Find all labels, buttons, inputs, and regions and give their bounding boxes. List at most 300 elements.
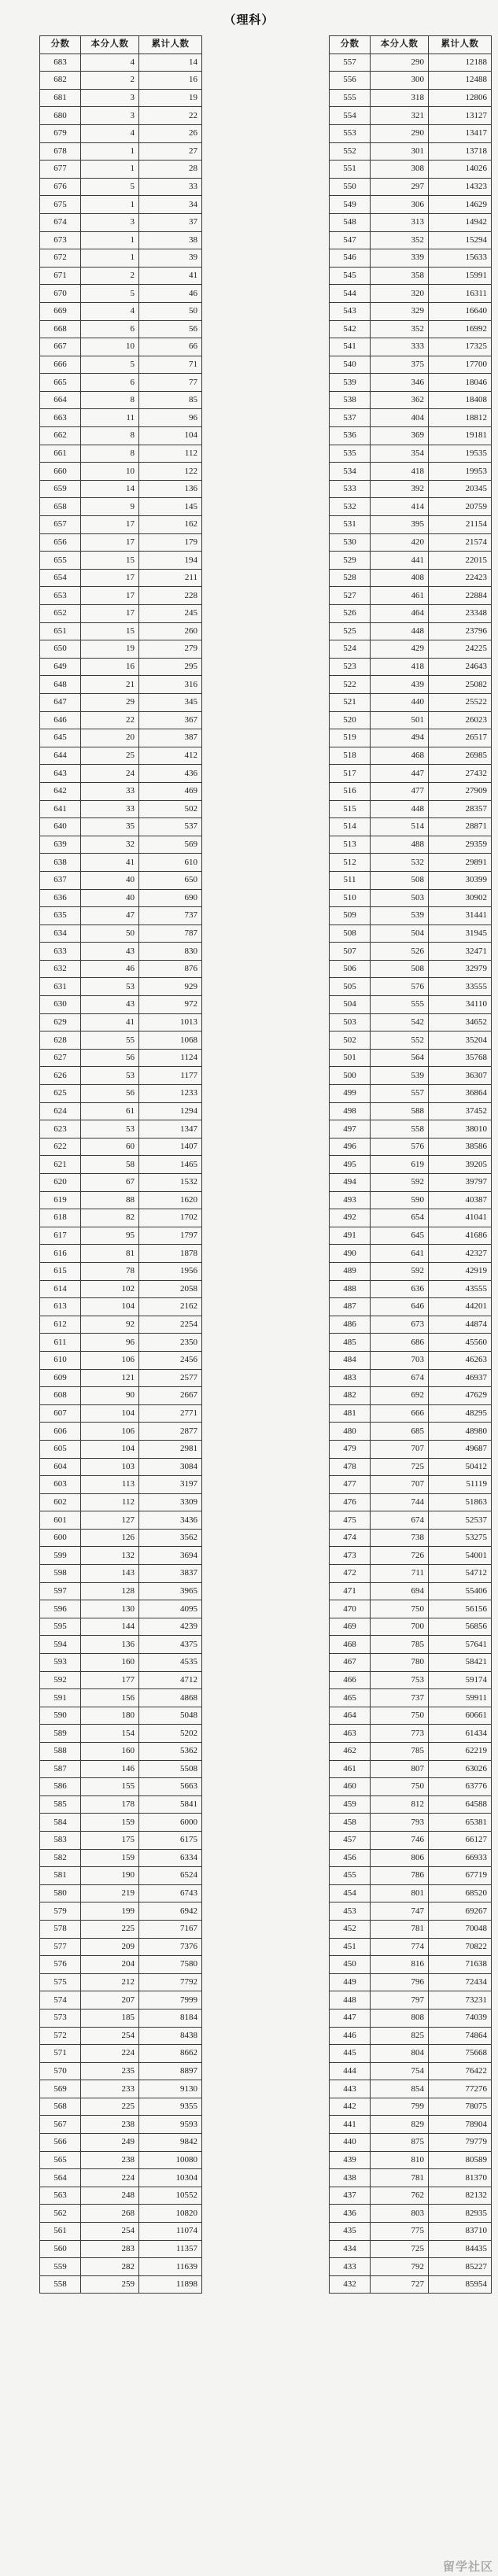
table-row [330,1209,492,1227]
cell-cumulative: 5362 [139,1743,202,1761]
cell-cumulative: 469 [139,782,202,800]
table-row [40,676,202,694]
cell-count: 645 [371,1227,429,1245]
cell-count: 102 [81,1280,139,1298]
table-row [40,124,202,142]
table-row [40,569,202,587]
table-row [330,836,492,854]
cell-score: 476 [330,1493,371,1511]
cell-count: 224 [81,2045,139,2063]
table-row [330,1707,492,1725]
cell-count: 204 [81,1956,139,1974]
table-row [330,302,492,320]
cell-count: 339 [371,249,429,268]
cell-score: 440 [330,2134,371,2152]
cell-score: 655 [40,552,81,570]
cell-score: 625 [40,1085,81,1103]
table-row [40,161,202,179]
cell-cumulative: 47629 [429,1387,492,1405]
cell-count: 88 [81,1191,139,1209]
cell-score: 527 [330,587,371,605]
table-row [330,1814,492,1832]
cell-score: 433 [330,2258,371,2276]
cell-count: 43 [81,943,139,961]
table-row [40,1618,202,1636]
cell-score: 512 [330,854,371,872]
table-row [330,996,492,1014]
cell-count: 773 [371,1725,429,1743]
cell-cumulative: 65381 [429,1814,492,1832]
table-row [330,1138,492,1156]
cell-cumulative: 85 [139,391,202,409]
cell-score: 654 [40,569,81,587]
table-row [40,107,202,125]
cell-score: 471 [330,1582,371,1600]
cell-cumulative: 45560 [429,1334,492,1352]
cell-score: 525 [330,622,371,640]
cell-cumulative: 71 [139,356,202,374]
cell-count: 159 [81,1849,139,1867]
table-row [40,960,202,978]
cell-cumulative: 2456 [139,1351,202,1369]
cell-score: 634 [40,924,81,943]
cell-cumulative: 66933 [429,1849,492,1867]
cell-count: 448 [371,800,429,818]
cell-score: 636 [40,889,81,907]
cell-score: 456 [330,1849,371,1867]
cell-count: 674 [371,1369,429,1387]
table-row [330,1956,492,1974]
cell-cumulative: 787 [139,924,202,943]
table-row [40,1245,202,1263]
cell-cumulative: 1013 [139,1013,202,1032]
cell-score: 648 [40,676,81,694]
cell-count: 703 [371,1351,429,1369]
cell-cumulative: 39205 [429,1156,492,1174]
cell-count: 539 [371,1067,429,1085]
table-row [330,2258,492,2276]
cell-count: 526 [371,943,429,961]
cell-count: 555 [371,996,429,1014]
table-row [40,516,202,534]
cell-count: 636 [371,1280,429,1298]
cell-count: 576 [371,978,429,996]
cell-cumulative: 15633 [429,249,492,268]
cell-cumulative: 22423 [429,569,492,587]
table-row [40,1707,202,1725]
cell-score: 569 [40,2080,81,2098]
table-row [330,1085,492,1103]
table-row [40,1298,202,1316]
table-row [40,1156,202,1174]
cell-score: 500 [330,1067,371,1085]
table-row [330,2187,492,2205]
cell-count: 224 [81,2169,139,2187]
cell-cumulative: 61434 [429,1725,492,1743]
cell-score: 618 [40,1209,81,1227]
table-body-right [330,54,492,2294]
cell-count: 420 [371,533,429,552]
cell-score: 680 [40,107,81,125]
cell-count: 707 [371,1476,429,1494]
cell-cumulative: 3837 [139,1565,202,1583]
cell-count: 199 [81,1902,139,1921]
cell-count: 9 [81,498,139,516]
cell-score: 572 [40,2027,81,2045]
table-row [40,1191,202,1209]
cell-score: 481 [330,1404,371,1423]
cell-cumulative: 8662 [139,2045,202,2063]
cell-count: 414 [371,498,429,516]
cell-cumulative: 36307 [429,1067,492,1085]
cell-cumulative: 70048 [429,1920,492,1938]
cell-count: 313 [371,213,429,231]
cell-cumulative: 7580 [139,1956,202,1974]
cell-count: 33 [81,782,139,800]
table-row [40,2187,202,2205]
cell-cumulative: 25082 [429,676,492,694]
header-row [40,36,202,54]
cell-count: 346 [371,374,429,392]
table-row [330,213,492,231]
cell-count: 5 [81,356,139,374]
cell-count: 725 [371,1458,429,1476]
table-row [330,889,492,907]
cell-count: 727 [371,2275,429,2294]
cell-score: 549 [330,196,371,214]
table-row [330,161,492,179]
cell-score: 497 [330,1120,371,1139]
cell-cumulative: 14026 [429,161,492,179]
cell-score: 531 [330,516,371,534]
table-row [330,1280,492,1298]
table-row [40,1867,202,1885]
cell-count: 17 [81,569,139,587]
cell-cumulative: 28 [139,161,202,179]
cell-score: 631 [40,978,81,996]
cell-score: 540 [330,356,371,374]
cell-count: 24 [81,765,139,783]
table-row [330,1902,492,1921]
cell-count: 3 [81,107,139,125]
table-row [330,1654,492,1672]
cell-count: 418 [371,658,429,676]
cell-count: 807 [371,1760,429,1778]
table-row [40,658,202,676]
cell-score: 665 [40,374,81,392]
table-row [330,72,492,90]
table-row [330,1102,492,1120]
table-row [40,1511,202,1530]
cell-score: 502 [330,1032,371,1050]
cell-score: 486 [330,1316,371,1334]
cell-score: 530 [330,533,371,552]
cell-score: 609 [40,1369,81,1387]
cell-score: 647 [40,693,81,711]
cell-score: 557 [330,54,371,72]
cell-count: 588 [371,1102,429,1120]
cell-cumulative: 7376 [139,1938,202,1956]
cell-score: 548 [330,213,371,231]
cell-cumulative: 4239 [139,1618,202,1636]
cell-score: 521 [330,693,371,711]
table-row [330,1547,492,1565]
cell-score: 461 [330,1760,371,1778]
cell-score: 534 [330,463,371,481]
cell-score: 585 [40,1795,81,1814]
table-row [40,1262,202,1280]
cell-count: 290 [371,124,429,142]
table-row [40,1973,202,1991]
cell-cumulative: 6000 [139,1814,202,1832]
table-row [40,747,202,765]
cell-count: 552 [371,1032,429,1050]
cell-cumulative: 64588 [429,1795,492,1814]
cell-score: 646 [40,711,81,729]
cell-count: 750 [371,1600,429,1618]
cell-count: 238 [81,2116,139,2134]
cell-count: 590 [371,1191,429,1209]
cell-score: 621 [40,1156,81,1174]
cell-count: 2 [81,72,139,90]
table-row [40,1102,202,1120]
cell-score: 615 [40,1262,81,1280]
table-row [40,2062,202,2080]
cell-count: 369 [371,427,429,445]
table-row [330,1458,492,1476]
cell-cumulative: 37 [139,213,202,231]
cell-score: 575 [40,1973,81,1991]
cell-cumulative: 16992 [429,320,492,338]
cell-cumulative: 62219 [429,1743,492,1761]
table-row [40,2151,202,2169]
cell-cumulative: 54001 [429,1547,492,1565]
table-row [330,1743,492,1761]
cell-cumulative: 136 [139,480,202,498]
table-row [330,2169,492,2187]
table-row [40,2027,202,2045]
table-row [330,2062,492,2080]
cell-score: 458 [330,1814,371,1832]
cell-count: 25 [81,747,139,765]
table-row [330,2045,492,2063]
cell-score: 627 [40,1049,81,1067]
cell-cumulative: 19535 [429,445,492,463]
cell-cumulative: 412 [139,747,202,765]
table-row [330,498,492,516]
cell-count: 508 [371,960,429,978]
cell-count: 686 [371,1334,429,1352]
cell-count: 738 [371,1529,429,1547]
cell-cumulative: 6942 [139,1902,202,1921]
cell-score: 584 [40,1814,81,1832]
cell-score: 462 [330,1743,371,1761]
table-row [40,356,202,374]
cell-score: 597 [40,1582,81,1600]
table-row [40,1049,202,1067]
cell-cumulative: 36864 [429,1085,492,1103]
cell-count: 20 [81,729,139,747]
cell-count: 392 [371,480,429,498]
cell-count: 4 [81,302,139,320]
table-row [40,996,202,1014]
table-row [40,1849,202,1867]
cell-score: 676 [40,178,81,196]
cell-count: 15 [81,552,139,570]
cell-cumulative: 9593 [139,2116,202,2134]
cell-cumulative: 4712 [139,1671,202,1689]
table-header-left [40,36,202,54]
table-row [40,1280,202,1298]
table-row [40,1369,202,1387]
cell-cumulative: 16640 [429,302,492,320]
cell-cumulative: 14629 [429,196,492,214]
table-row [40,142,202,161]
cell-score: 498 [330,1102,371,1120]
cell-cumulative: 8438 [139,2027,202,2045]
cell-count: 96 [81,1334,139,1352]
table-row [330,1636,492,1654]
cell-score: 610 [40,1351,81,1369]
cell-count: 259 [81,2275,139,2294]
cell-score: 659 [40,480,81,498]
cell-count: 29 [81,693,139,711]
table-row [40,480,202,498]
cell-cumulative: 6175 [139,1831,202,1849]
table-row [330,1511,492,1530]
table-row [330,1298,492,1316]
cell-cumulative: 53275 [429,1529,492,1547]
cell-cumulative: 436 [139,765,202,783]
table-row [330,943,492,961]
cell-score: 438 [330,2169,371,2187]
table-row [330,1849,492,1867]
table-row [330,427,492,445]
cell-score: 447 [330,2009,371,2027]
table-row [40,1120,202,1139]
table-row [40,1013,202,1032]
table-row [40,1636,202,1654]
cell-score: 605 [40,1440,81,1458]
table-row [40,498,202,516]
cell-cumulative: 5202 [139,1725,202,1743]
table-row [40,2134,202,2152]
cell-count: 532 [371,854,429,872]
cell-cumulative: 929 [139,978,202,996]
cell-count: 106 [81,1423,139,1441]
table-row [330,1191,492,1209]
cell-cumulative: 44874 [429,1316,492,1334]
table-row [330,1618,492,1636]
cell-count: 674 [371,1511,429,1530]
cell-cumulative: 29891 [429,854,492,872]
table-row [40,338,202,356]
cell-score: 484 [330,1351,371,1369]
table-row [330,1582,492,1600]
cell-score: 507 [330,943,371,961]
cell-cumulative: 21574 [429,533,492,552]
cell-count: 808 [371,2009,429,2027]
table-row [330,854,492,872]
table-row [330,2151,492,2169]
cell-count: 8 [81,445,139,463]
cell-count: 190 [81,1867,139,1885]
cell-cumulative: 66 [139,338,202,356]
table-row [330,1867,492,1885]
cell-count: 694 [371,1582,429,1600]
table-row [330,1476,492,1494]
cell-cumulative: 3694 [139,1547,202,1565]
cell-count: 1 [81,231,139,249]
cell-score: 473 [330,1547,371,1565]
cell-count: 781 [371,2169,429,2187]
cell-count: 43 [81,996,139,1014]
cell-score: 501 [330,1049,371,1067]
cell-score: 594 [40,1636,81,1654]
table-row [330,1795,492,1814]
table-row [40,978,202,996]
cell-count: 58 [81,1156,139,1174]
cell-score: 455 [330,1867,371,1885]
cell-count: 564 [371,1049,429,1067]
table-row [40,1085,202,1103]
cell-score: 666 [40,356,81,374]
cell-count: 5 [81,178,139,196]
cell-count: 781 [371,1920,429,1938]
cell-score: 568 [40,2098,81,2116]
cell-score: 678 [40,142,81,161]
table-row [330,924,492,943]
cell-cumulative: 77 [139,374,202,392]
table-row [330,658,492,676]
cell-count: 154 [81,1725,139,1743]
table-row [330,1760,492,1778]
table-row [40,1884,202,1902]
table-row [330,587,492,605]
cell-count: 8 [81,427,139,445]
cell-count: 67 [81,1174,139,1192]
cell-cumulative: 26985 [429,747,492,765]
cell-count: 646 [371,1298,429,1316]
cell-count: 803 [371,2205,429,2223]
cell-count: 3 [81,89,139,107]
cell-cumulative: 18408 [429,391,492,409]
cell-count: 308 [371,161,429,179]
cell-count: 799 [371,2098,429,2116]
cell-cumulative: 1620 [139,1191,202,1209]
cell-score: 532 [330,498,371,516]
cell-score: 558 [40,2275,81,2294]
cell-count: 641 [371,1245,429,1263]
cell-score: 599 [40,1547,81,1565]
cell-count: 352 [371,231,429,249]
cell-score: 454 [330,1884,371,1902]
cell-count: 395 [371,516,429,534]
cell-count: 121 [81,1369,139,1387]
cell-count: 17 [81,587,139,605]
cell-score: 510 [330,889,371,907]
cell-count: 35 [81,818,139,836]
cell-score: 667 [40,338,81,356]
cell-cumulative: 2667 [139,1387,202,1405]
table-row [40,640,202,659]
table-row [330,1973,492,1991]
cell-count: 104 [81,1404,139,1423]
cell-cumulative: 3309 [139,1493,202,1511]
cell-cumulative: 295 [139,658,202,676]
cell-count: 81 [81,1245,139,1263]
cell-score: 545 [330,267,371,285]
